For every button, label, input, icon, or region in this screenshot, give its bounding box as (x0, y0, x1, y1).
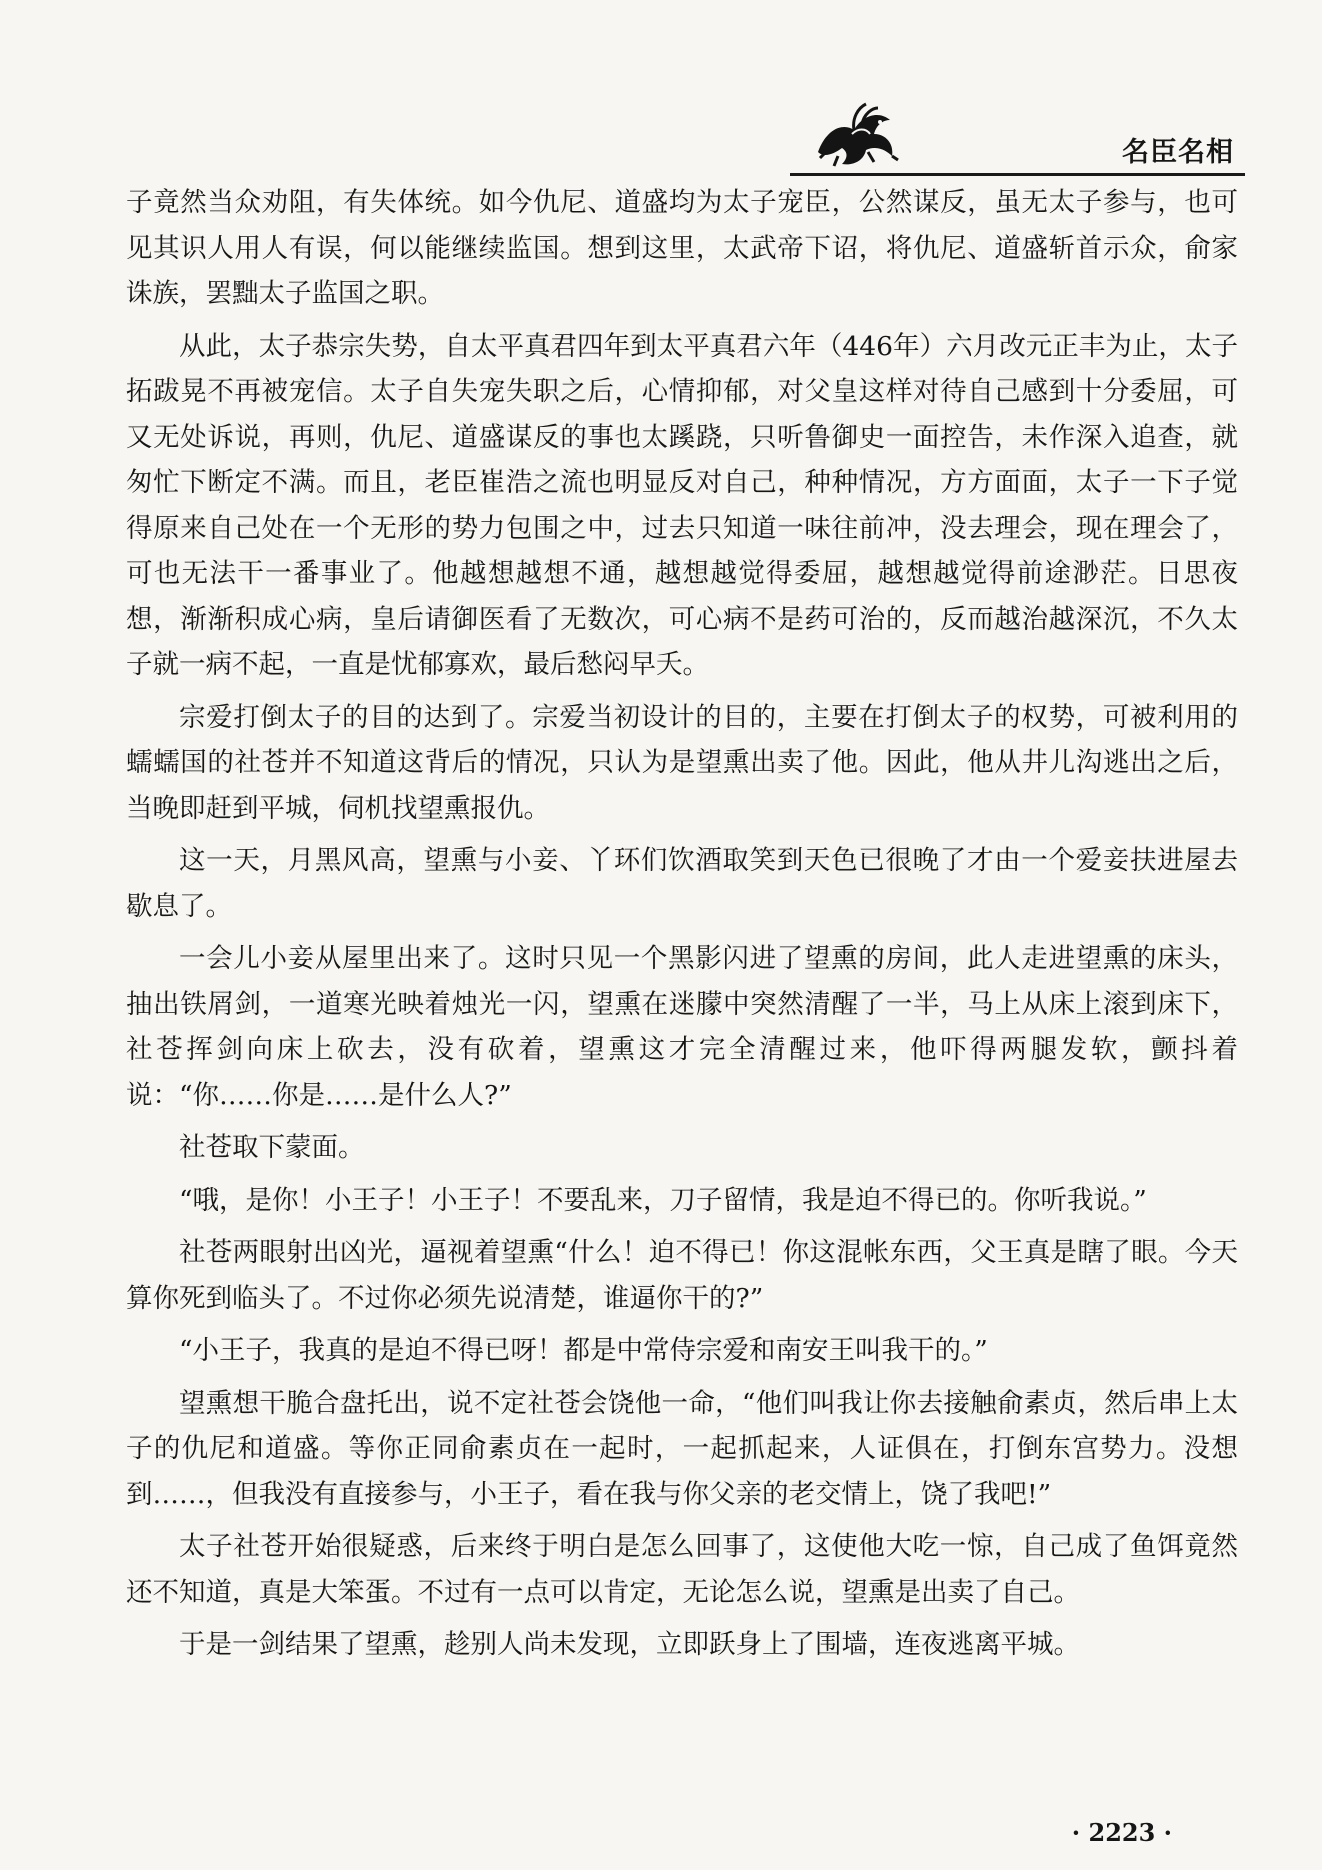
header-title: 名臣名相 (1122, 137, 1234, 168)
paragraph: 从此，太子恭宗失势，自太平真君四年到太平真君六年（446年）六月改元正丰为止，太子拓跋晃不再被宠信。太子自失宠失职之后，心情抑郁，对父皇这样对待自己感到十分委屈，可又无处诉说，再则，仇尼、道盛谋反的事也太蹊跷，只听鲁御史一面控告，未作深入追查，就匆忙下断定不满。而且，老臣崔浩之流也明显反对自己，种种情况，方方面面，太子一下子觉得原来自己处在一个无形的势力包围之中，过去只知道一味往前冲，没去理会，现在理会了，可也无法干一番事业了。他越想越想不通，越想越觉得委屈，越想越觉得前途渺茫。日思夜想，渐渐积成心病，皇后请御医看了无数次，可心病不是药可治的，反而越治越深沉，不久太子就一病不起，一直是忧郁寡欢，最后愁闷早夭。 (126, 330, 1238, 680)
dragon-emblem-icon (808, 100, 900, 170)
body-text (126, 180, 1238, 1675)
paragraph: 望熏想干脆合盘托出，说不定社苍会饶他一命，“他们叫我让你去接触俞素贞，然后串上太子的仇尼和道盛。等你正同俞素贞在一起时，一起抓起来，人证俱在，打倒东宫势力。没想到……，但我没有直接参与，小王子，看在我与你父亲的老交情上，饶了我吧!” (126, 1387, 1238, 1510)
header-rule (790, 173, 1245, 176)
paragraph: 太子社苍开始很疑惑，后来终于明白是怎么回事了，这使他大吃一惊，自己成了鱼饵竟然还不知道，真是大笨蛋。不过有一点可以肯定，无论怎么说，望熏是出卖了自己。 (126, 1531, 1238, 1608)
paragraph: “小王子，我真的是迫不得已呀！都是中常侍宗爱和南安王叫我干的。” (179, 1335, 988, 1366)
paragraph: 这一天，月黑风高，望熏与小妾、丫环们饮酒取笑到天色已很晚了才由一个爱妾扶进屋去歇息了。 (126, 845, 1238, 922)
page-number: · 2223 · (1071, 1818, 1172, 1847)
running-header (0, 0, 1322, 180)
paragraph: 宗爱打倒太子的目的达到了。宗爱当初设计的目的，主要在打倒太子的权势，可被利用的蠕蠕国的社苍并不知道这背后的情况，只认为是望熏出卖了他。因此，他从井儿沟逃出之后，当晚即赶到平城，伺机找望熏报仇。 (126, 701, 1238, 824)
paragraph: 于是一剑结果了望熏，趁别人尚未发现，立即跃身上了围墙，连夜逃离平城。 (179, 1629, 1080, 1660)
paragraph: 一会儿小妾从屋里出来了。这时只见一个黑影闪进了望熏的房间，此人走进望熏的床头，抽出铁屑剑，一道寒光映着烛光一闪，望熏在迷朦中突然清醒了一半，马上从床上滚到床下，社苍挥剑向床上砍去，没有砍着，望熏这才完全清醒过来，他吓得两腿发软，颤抖着说：“你……你是……是什么人?” (126, 943, 1238, 1111)
paragraph: 子竟然当众劝阻，有失体统。如今仇尼、道盛均为太子宠臣，公然谋反，虽无太子参与，也可见其识人用人有误，何以能继续监国。想到这里，太武帝下诏，将仇尼、道盛斩首示众，俞家诛族，罢黜太子监国之职。 (126, 187, 1238, 309)
paragraph: “哦，是你！小王子！小王子！不要乱来，刀子留情，我是迫不得已的。你听我说。” (179, 1184, 1147, 1216)
paragraph: 社苍取下蒙面。 (179, 1132, 365, 1163)
paragraph: 社苍两眼射出凶光，逼视着望熏“什么！迫不得已！你这混帐东西，父王真是瞎了眼。今天算你死到临头了。不过你必须先说清楚，谁逼你干的?” (126, 1237, 1238, 1314)
